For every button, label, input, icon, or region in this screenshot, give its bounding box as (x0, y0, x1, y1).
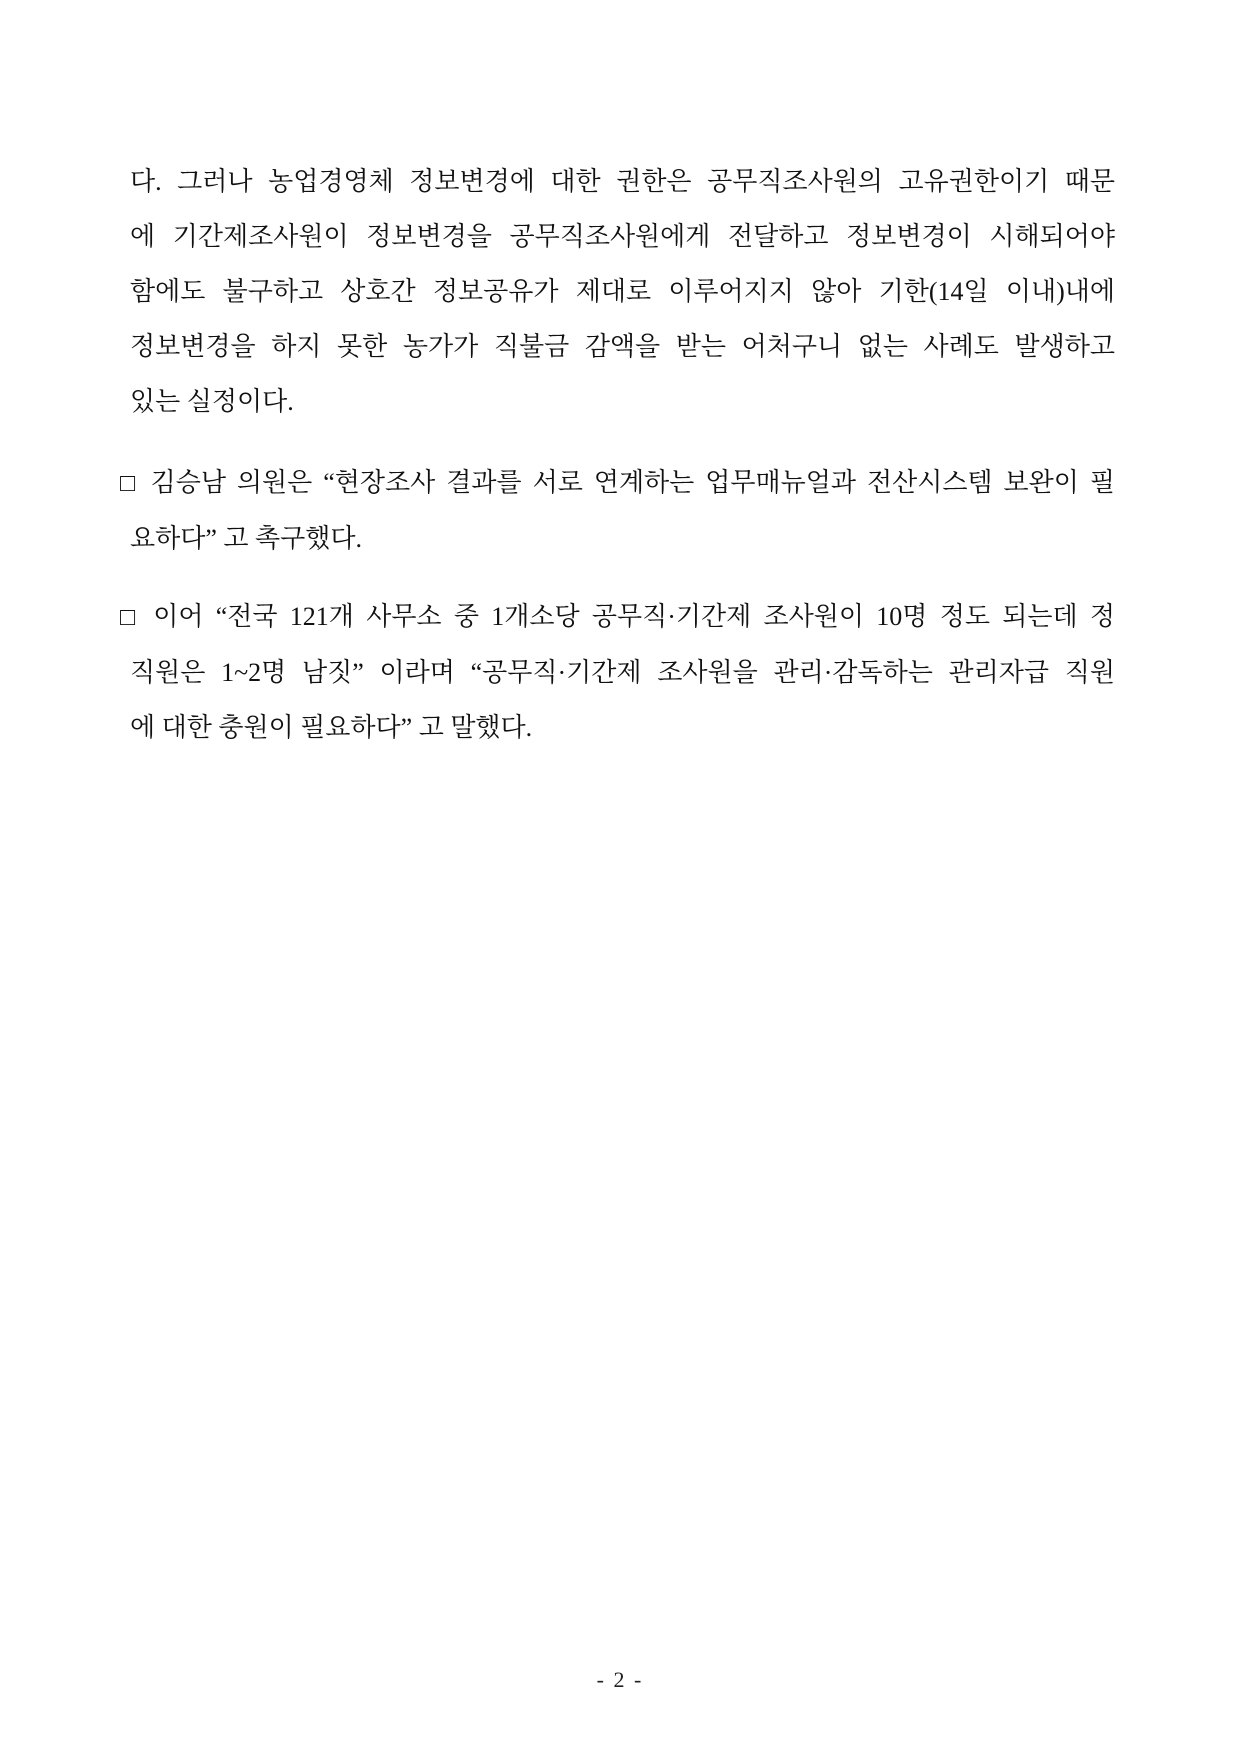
text-line: 정보변경을 하지 못한 농가가 직불금 감액을 받는 어처구니 없는 사례도 발생하고 (130, 332, 1115, 361)
text-line: 있는 실정이다. (130, 387, 294, 416)
text-line: 직원은 1~2명 남짓” 이라며 “공무직·기간제 조사원을 관리·감독하는 관리자급 직원 (130, 658, 1115, 687)
text-line: 함에도 불구하고 상호간 정보공유가 제대로 이루어지지 않아 기한(14일 이내)내에 (130, 277, 1115, 306)
line-text: 김승남 의원은 “현장조사 결과를 서로 연계하는 업무매뉴얼과 전산시스템 보완이 필 (150, 468, 1115, 497)
text-line (120, 589, 1115, 645)
text-line: 요하다” 고 촉구했다. (130, 524, 362, 553)
text-line: 다. 그러나 농업경영체 정보변경에 대한 권한은 공무직조사원의 고유권한이기 때문 (130, 167, 1115, 196)
paragraph-continuation (130, 154, 1115, 429)
text-line (120, 455, 1115, 511)
page-number: - 2 - (596, 1667, 644, 1692)
paragraph-bulleted (120, 589, 1115, 755)
text-line: 에 기간제조사원이 정보변경을 공무직조사원에게 전달하고 정보변경이 시해되어야 (130, 222, 1115, 251)
line-text: 이어 “전국 121개 사무소 중 1개소당 공무직·기간제 조사원이 10명 정도 되는데 정 (153, 602, 1115, 631)
square-bullet-icon: □ (120, 604, 141, 631)
document-body (0, 154, 1240, 755)
square-bullet-icon: □ (120, 470, 140, 497)
paragraph-bulleted (120, 455, 1115, 566)
text-line: 에 대한 충원이 필요하다” 고 말했다. (130, 713, 533, 742)
